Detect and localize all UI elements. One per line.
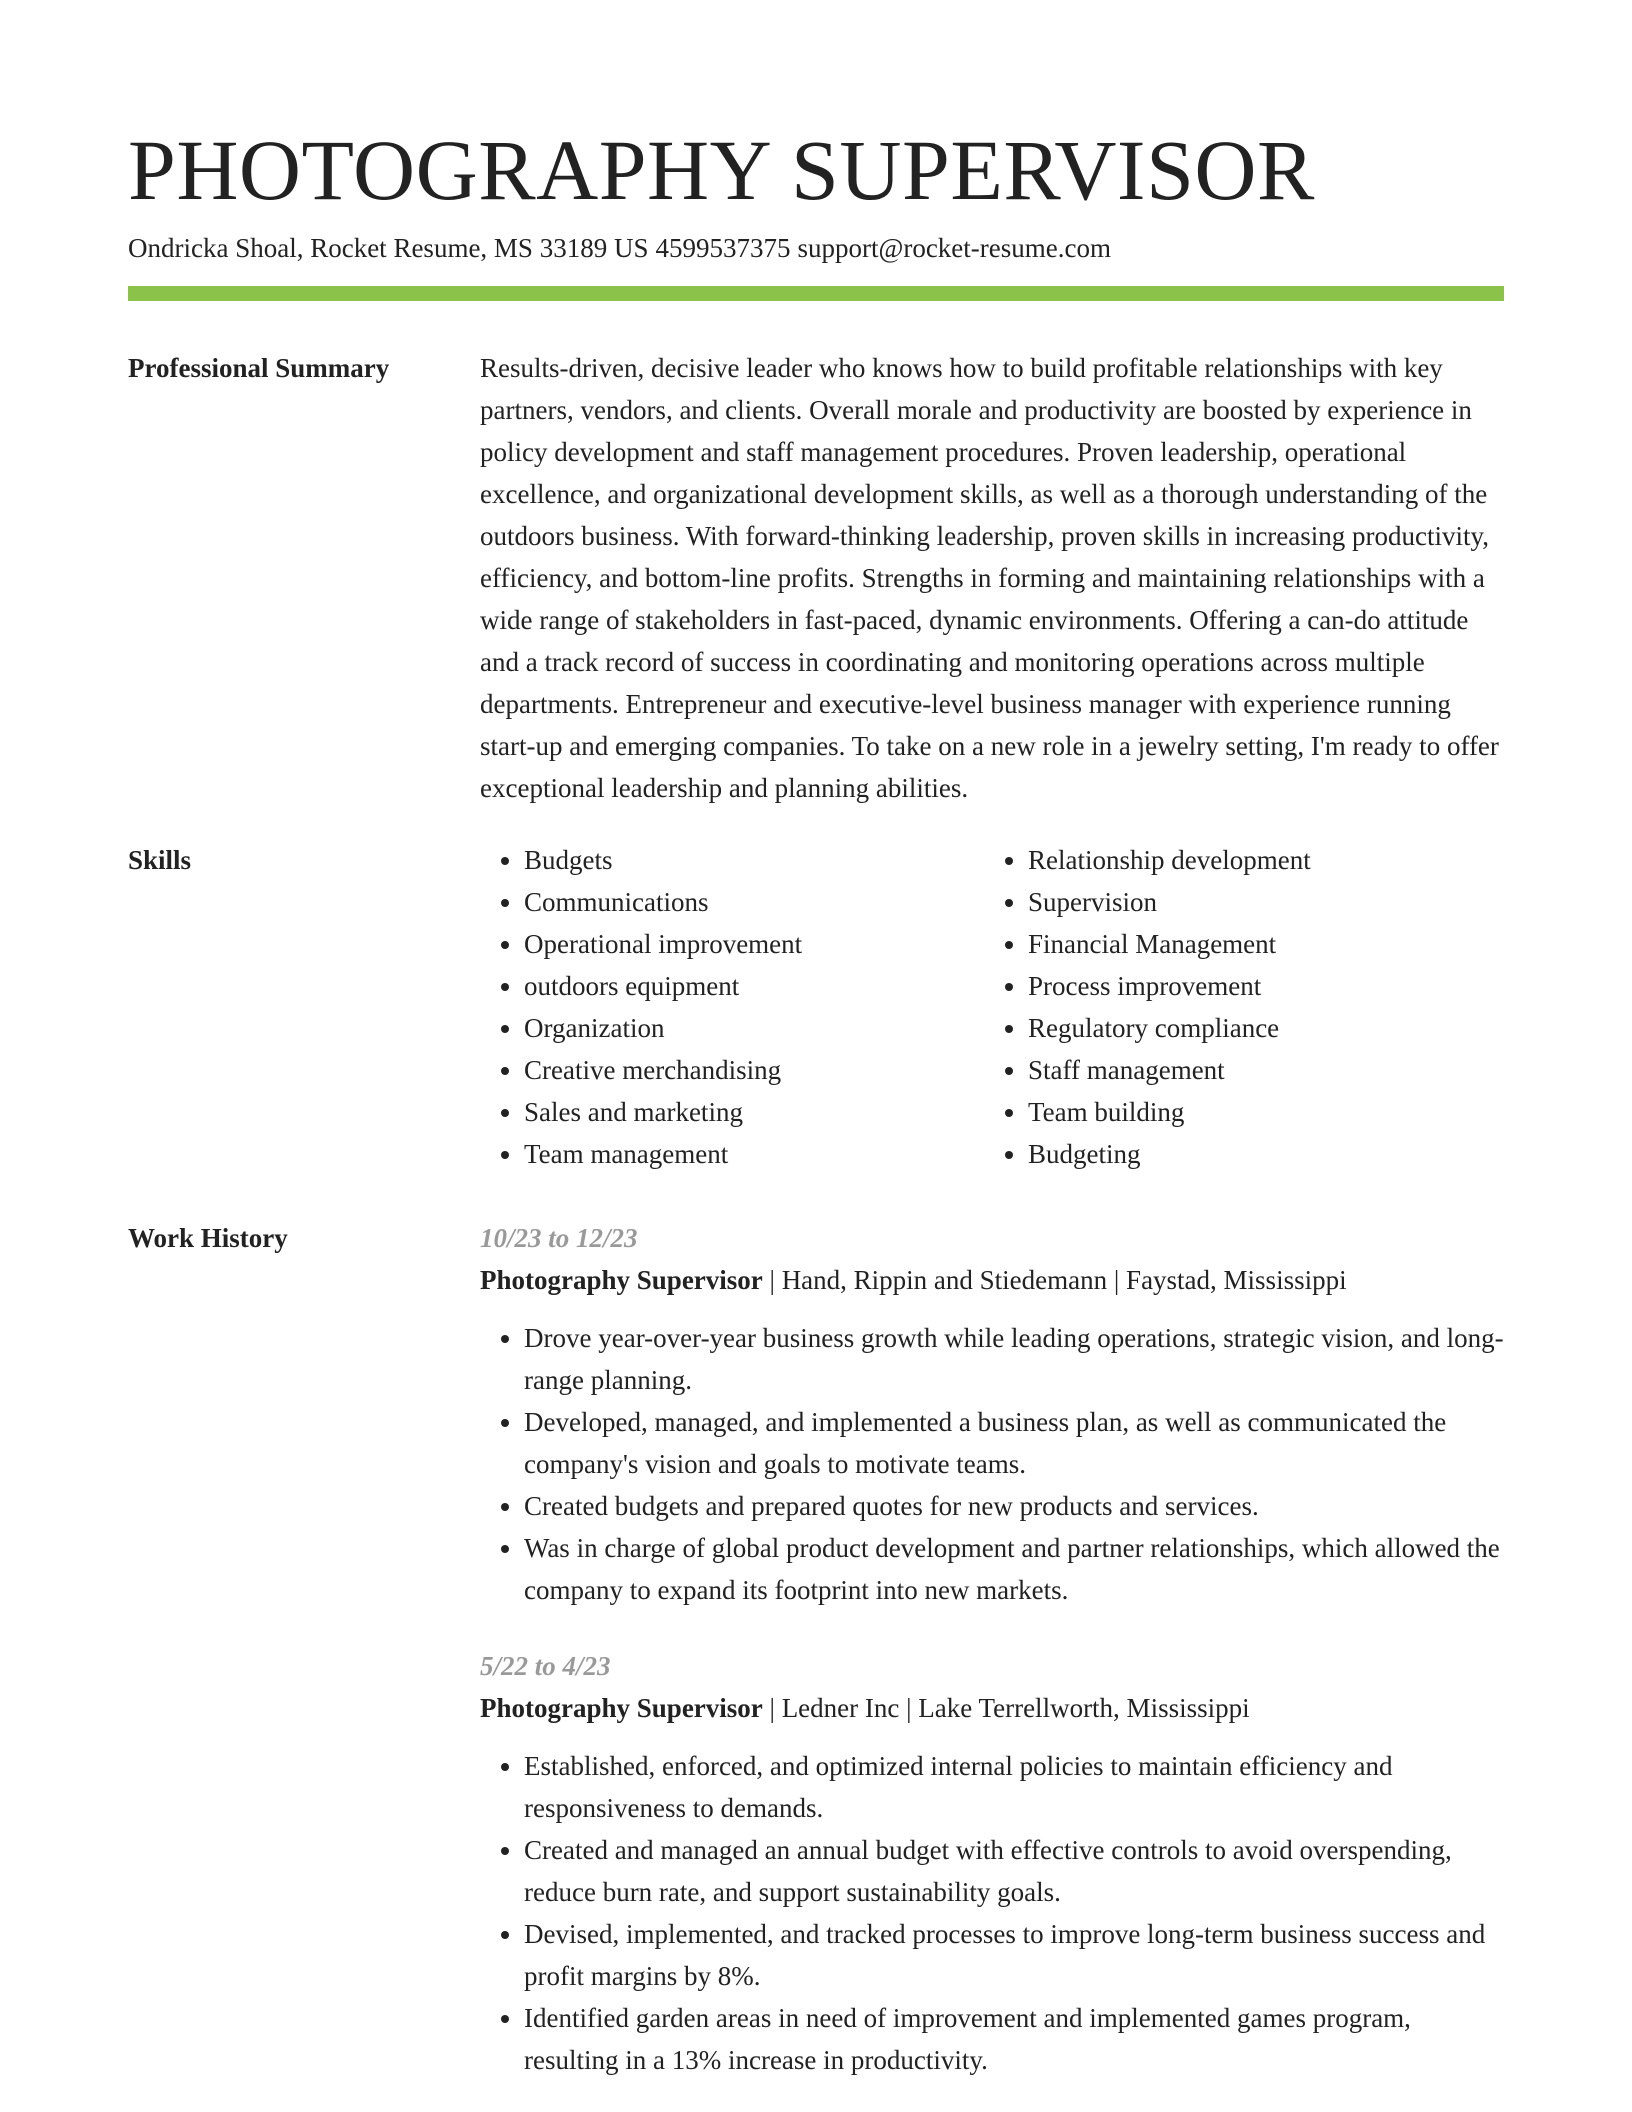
- job-bullet: • Established, enforced, and optimized internal policies to maintain efficiency and responsiveness to demands.: [524, 1745, 1504, 1829]
- job-company: Ledner Inc: [781, 1693, 900, 1723]
- job-bullet: • Was in charge of global product development and partner relationships, which allowed the company to expand its footprint into new markets.: [524, 1527, 1504, 1611]
- contact-line: [128, 230, 1504, 266]
- work-history-section: [128, 1217, 1504, 2081]
- job-company: Hand, Rippin and Stiedemann: [781, 1265, 1108, 1295]
- job-bullet: • Created and managed an annual budget with effective controls to avoid overspending, reduce burn rate, and support sustainability goals.: [524, 1829, 1504, 1913]
- skill-item: • Operational improvement: [524, 923, 984, 965]
- skills-heading: Skills: [128, 845, 192, 875]
- summary-section: [128, 347, 1504, 809]
- job-bullets: [480, 1745, 1504, 2081]
- skill-item: • Supervision: [1028, 881, 1488, 923]
- resume-page: [128, 118, 1504, 2081]
- contact-address: Ondricka Shoal, Rocket Resume, MS 33189 US: [128, 233, 649, 263]
- skills-section: [128, 839, 1504, 1175]
- skill-item: • Regulatory compliance: [1028, 1007, 1488, 1049]
- skill-item: • Creative merchandising: [524, 1049, 984, 1091]
- skills-list-left: [480, 839, 984, 1175]
- skills-list-right: [984, 839, 1488, 1175]
- job-location: Faystad, Mississippi: [1126, 1265, 1347, 1295]
- skill-item: • Process improvement: [1028, 965, 1488, 1007]
- job-bullets: [480, 1317, 1504, 1611]
- job-bullet: • Developed, managed, and implemented a business plan, as well as communicated the company's vision and goals to motivate teams.: [524, 1401, 1504, 1485]
- skill-item: • Financial Management: [1028, 923, 1488, 965]
- job-bullet: • Devised, implemented, and tracked processes to improve long-term business success and profit margins by 8%.: [524, 1913, 1504, 1997]
- skill-item: • Relationship development: [1028, 839, 1488, 881]
- skill-item: • Budgeting: [1028, 1133, 1488, 1175]
- contact-email: support@rocket-resume.com: [797, 233, 1111, 263]
- summary-text: Results-driven, decisive leader who knows how to build profitable relationships with key partners, vendors, and clients. Overall morale and productivity are boosted by experience in policy development and staff management procedures. Proven leadership, operational excellence, and organizational development skills, as well as a thorough understanding of the outdoors business. With forward-thinking leadership, proven skills in increasing productivity, efficiency, and bottom-line profits. Strengths in forming and maintaining relationships with a wide range of stakeholders in fast-paced, dynamic environments. Offering a can-do attitude and a track record of success in coordinating and monitoring operations across multiple departments. Entrepreneur and executive-level business manager with experience running start-up and emerging companies. To take on a new role in a jewelry setting, I'm ready to offer exceptional leadership and planning abilities.: [480, 353, 1499, 803]
- skill-item: • Staff management: [1028, 1049, 1488, 1091]
- job-entry: [480, 1645, 1504, 2081]
- accent-divider: [128, 286, 1504, 301]
- skill-item: • Team management: [524, 1133, 984, 1175]
- job-heading: Photography Supervisor | Ledner Inc | Lake Terrellworth, Mississippi: [480, 1693, 1250, 1723]
- job-title: Photography Supervisor: [480, 1693, 763, 1723]
- skill-item: • Team building: [1028, 1091, 1488, 1133]
- work-history-heading: Work History: [128, 1223, 288, 1253]
- job-bullet: • Identified garden areas in need of improvement and implemented games program, resulting in a 13% increase in productivity.: [524, 1997, 1504, 2081]
- job-title: Photography Supervisor: [480, 1265, 763, 1295]
- job-dates: 5/22 to 4/23: [480, 1651, 611, 1681]
- summary-heading: Professional Summary: [128, 353, 390, 383]
- job-bullet: • Drove year-over-year business growth while leading operations, strategic vision, and long-range planning.: [524, 1317, 1504, 1401]
- resume-name: PHOTOGRAPHY SUPERVISOR: [128, 122, 1315, 218]
- job-location: Lake Terrellworth, Mississippi: [918, 1693, 1250, 1723]
- job-bullet: • Created budgets and prepared quotes for new products and services.: [524, 1485, 1504, 1527]
- skill-item: • outdoors equipment: [524, 965, 984, 1007]
- job-entry: [480, 1217, 1504, 1611]
- skill-item: • Organization: [524, 1007, 984, 1049]
- job-dates: 10/23 to 12/23: [480, 1223, 638, 1253]
- contact-phone: 4599537375: [655, 233, 791, 263]
- skill-item: • Communications: [524, 881, 984, 923]
- skill-item: • Sales and marketing: [524, 1091, 984, 1133]
- job-heading: Photography Supervisor | Hand, Rippin and Stiedemann | Faystad, Mississippi: [480, 1265, 1347, 1295]
- skill-item: • Budgets: [524, 839, 984, 881]
